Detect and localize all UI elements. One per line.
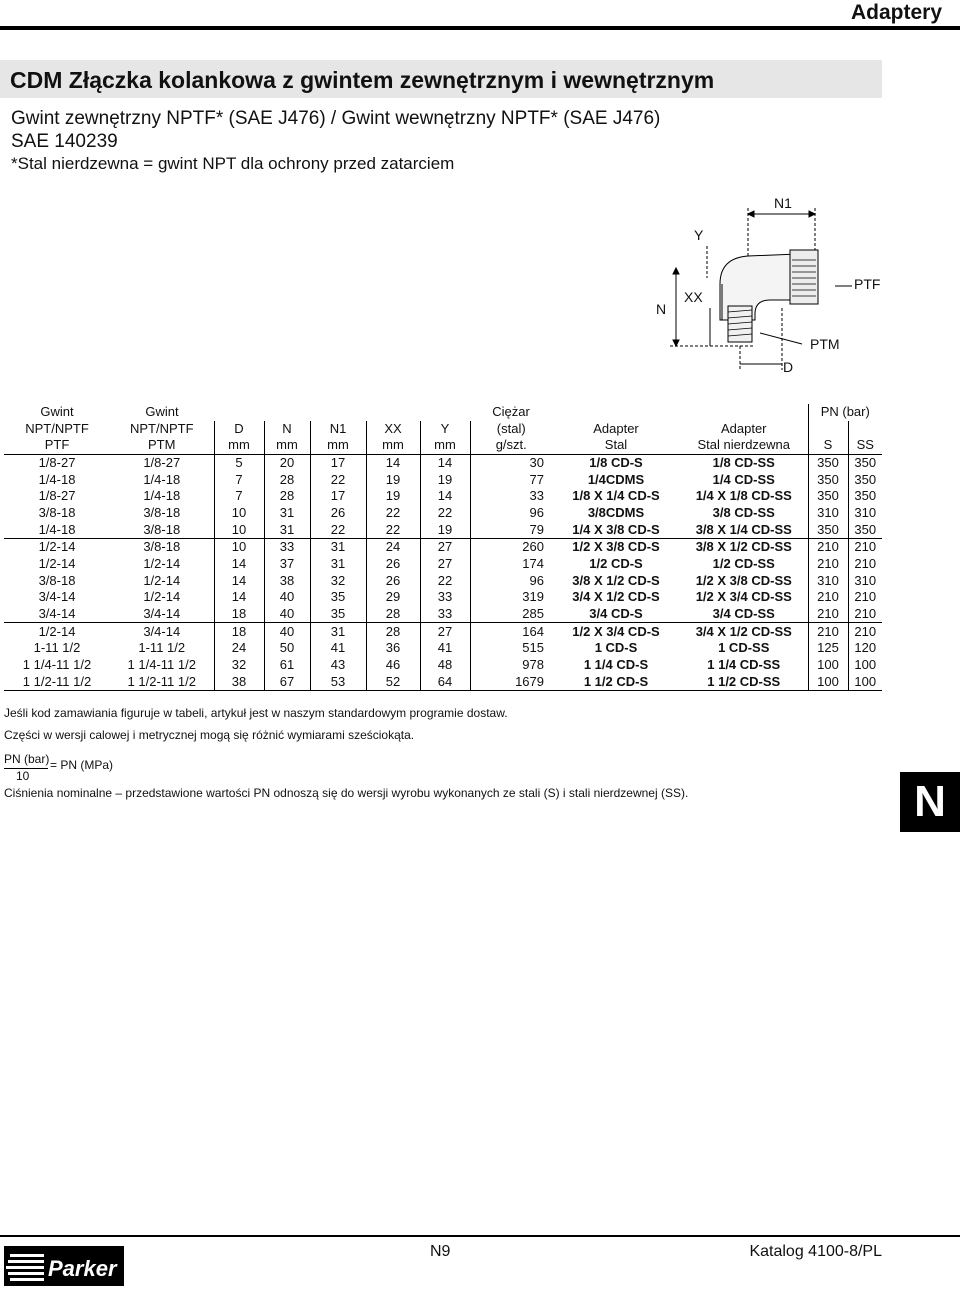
table-cell: 7 [214, 488, 264, 505]
header-s: S [808, 437, 848, 454]
table-cell: 3/8-18 [38, 572, 76, 588]
table-cell: 1/8-27 [143, 454, 181, 470]
table-cell: 100 [848, 673, 882, 690]
table-cell: 1 1/4-11 1/2 [22, 657, 92, 673]
table-cell: 35 [310, 589, 366, 606]
table-cell: 1 1/4 CD-S [583, 657, 649, 673]
table-cell: 28 [264, 488, 310, 505]
table-cell: 1/2 X 3/4 CD-S [552, 623, 680, 640]
page-number: N9 [430, 1243, 451, 1260]
bottom-rule [0, 1235, 960, 1237]
table-cell: 40 [264, 623, 310, 640]
table-cell: 210 [808, 589, 848, 606]
table-cell: 50 [264, 640, 310, 657]
table-row [4, 673, 882, 690]
stainless-note: *Stal nierdzewna = gwint NPT dla ochrony przed zatarciem [11, 154, 455, 173]
table-cell: 31 [264, 521, 310, 538]
conversion-numerator: PN (bar) [4, 752, 50, 766]
table-cell: 3/4-14 [38, 606, 76, 622]
table-cell: 1/2-14 [143, 589, 181, 605]
table-cell: 18 [214, 623, 264, 640]
label-ptm: PTM [810, 336, 840, 352]
table-cell: 1/8 CD-S [589, 454, 643, 470]
table-cell: 100 [848, 657, 882, 674]
table-cell: 210 [808, 538, 848, 555]
header-npt-1: NPT/NPTF [25, 420, 89, 436]
header-ptf: PTF [4, 437, 110, 454]
table-cell: 1/4 CD-SS [712, 471, 775, 487]
table-cell: 3/8-18 [143, 521, 181, 537]
header-npt-2: NPT/NPTF [129, 420, 194, 436]
header-mm-n1: mm [310, 437, 366, 454]
table-cell: 31 [264, 505, 310, 522]
table-cell: 1/4 X 1/8 CD-SS [695, 488, 792, 504]
table-cell: 3/8-18 [110, 538, 214, 555]
table-cell: 1/2 CD-S [589, 555, 643, 571]
table-cell: 350 [848, 521, 882, 538]
table-cell: 210 [808, 556, 848, 573]
table-cell: 46 [366, 657, 420, 674]
table-cell: 350 [848, 488, 882, 505]
table-cell: 22 [366, 521, 420, 538]
table-cell: 40 [264, 589, 310, 606]
table-cell: 28 [366, 623, 420, 640]
table-cell: 33 [420, 606, 470, 623]
table-cell: 37 [264, 556, 310, 573]
table-cell: 319 [470, 589, 552, 606]
table-cell: 33 [420, 589, 470, 606]
sae-code: SAE 140239 [11, 131, 118, 152]
table-cell: 22 [420, 572, 470, 589]
table-cell: 350 [808, 454, 848, 471]
table-cell: 24 [366, 538, 420, 555]
table-cell: 14 [214, 589, 264, 606]
table-cell: 27 [420, 623, 470, 640]
table-cell: 1 CD-S [594, 640, 638, 656]
table-cell: 1/2 X 3/8 CD-SS [695, 572, 792, 588]
header-ss: SS [848, 437, 882, 454]
table-cell: 3/4 CD-SS [712, 606, 775, 622]
table-cell: 3/4 CD-S [589, 606, 643, 622]
table-cell: 30 [470, 454, 552, 471]
table-cell: 3/4 X 1/2 CD-SS [680, 623, 808, 640]
table-cell: 1/2 CD-SS [712, 555, 775, 571]
table-cell: 1/2-14 [38, 555, 76, 571]
table-cell: 33 [264, 538, 310, 555]
table-cell: 1/2-14 [4, 623, 110, 640]
table-cell: 29 [366, 589, 420, 606]
table-cell: 38 [264, 572, 310, 589]
header-g-per-pc: g/szt. [470, 437, 552, 454]
table-cell: 1/4-18 [38, 521, 76, 537]
table-cell: 31 [310, 556, 366, 573]
label-n1: N1 [774, 195, 792, 211]
table-cell: 26 [366, 556, 420, 573]
table-cell: 33 [470, 488, 552, 505]
table-cell: 96 [470, 505, 552, 522]
page-title: CDM Złączka kolankowa z gwintem zewnętrznym i wewnętrznym [10, 67, 715, 93]
table-cell: 14 [366, 454, 420, 471]
table-cell: 10 [214, 538, 264, 555]
table-cell: 1/4-18 [38, 471, 76, 487]
table-cell: 48 [420, 657, 470, 674]
header-mm-xx: mm [366, 437, 420, 454]
table-cell: 1/2 X 3/4 CD-SS [695, 589, 792, 605]
pressure-note: Ciśnienia nominalne – przedstawione wartości PN odnoszą się do wersji wyrobu wykonanych ze stali (S) i stali nierdzewnej (SS). [4, 786, 689, 800]
table-cell: 3/8 X 1/2 CD-SS [680, 538, 808, 555]
table-cell: 350 [808, 488, 848, 505]
table-cell: 100 [808, 673, 848, 690]
table-cell: 14 [420, 454, 470, 471]
label-d: D [783, 359, 794, 375]
table-cell: 210 [848, 538, 882, 555]
table-row [4, 454, 882, 471]
header-gwint-2: Gwint [145, 404, 179, 419]
table-cell: 14 [214, 572, 264, 589]
table-cell: 1 CD-SS [718, 640, 770, 656]
table-cell: 120 [848, 640, 882, 657]
label-n: N [656, 301, 667, 317]
table-cell: 164 [470, 623, 552, 640]
table-cell: 32 [214, 657, 264, 674]
table-cell: 22 [310, 471, 366, 488]
conversion-result: = PN (MPa) [50, 758, 114, 772]
table-cell: 43 [310, 657, 366, 674]
header-pn: PN (bar) [808, 404, 882, 421]
table-cell: 1/4 X 3/8 CD-S [572, 521, 660, 537]
table-cell: 26 [366, 572, 420, 589]
header-mm-y: mm [420, 437, 470, 454]
table-cell: 38 [214, 673, 264, 690]
table-cell: 3/8CDMS [587, 504, 645, 520]
top-rule [0, 26, 960, 30]
table-cell: 17 [310, 454, 366, 471]
table-cell: 350 [848, 471, 882, 488]
table-row [4, 488, 882, 505]
table-cell: 310 [808, 505, 848, 522]
table-cell: 17 [310, 488, 366, 505]
table-cell: 77 [470, 471, 552, 488]
table-cell: 19 [366, 488, 420, 505]
table-cell: 350 [808, 471, 848, 488]
table-cell: 210 [848, 556, 882, 573]
header-n1: N1 [310, 421, 366, 438]
table-cell: 3/4 X 1/2 CD-S [572, 589, 660, 605]
section-tab: N [900, 772, 960, 832]
table-cell: 3/8 X 1/4 CD-SS [695, 521, 792, 537]
table-cell: 1 1/2-11 1/2 [4, 673, 110, 690]
header-y: Y [420, 421, 470, 438]
header-mm-d: mm [214, 437, 264, 454]
table-cell: 27 [420, 538, 470, 555]
table-cell: 1/4-18 [143, 488, 181, 504]
table-cell: 10 [214, 521, 264, 538]
table-cell: 3/8 X 1/2 CD-S [572, 572, 660, 588]
table-cell: 20 [264, 454, 310, 471]
table-cell: 1-11 1/2 [33, 640, 81, 656]
table-row [4, 640, 882, 657]
table-cell: 22 [366, 505, 420, 522]
table-cell: 28 [366, 606, 420, 623]
header-mm-n: mm [264, 437, 310, 454]
header-n: N [264, 421, 310, 438]
catalog-id: Katalog 4100-8/PL [749, 1243, 882, 1260]
table-cell: 24 [214, 640, 264, 657]
conversion-denominator: 10 [16, 769, 30, 783]
table-cell: 36 [366, 640, 420, 657]
label-ptf: PTF [854, 276, 881, 292]
table-row [4, 623, 882, 640]
label-y: Y [694, 227, 704, 243]
table-cell: 210 [848, 623, 882, 640]
table-cell: 5 [214, 454, 264, 471]
table-cell: 100 [808, 657, 848, 674]
dimensions-table [4, 404, 882, 691]
table-cell: 19 [420, 521, 470, 538]
header-adapter-steel: Adapter [593, 420, 639, 436]
table-cell: 1/2 X 3/8 CD-S [552, 538, 680, 555]
table-cell: 3/8-18 [143, 504, 181, 520]
table-cell: 1/4CDMS [587, 471, 645, 487]
header-d: D [214, 421, 264, 438]
table-row [4, 556, 882, 573]
elbow-fitting-drawing [640, 188, 890, 388]
table-cell: 1/4-18 [143, 471, 181, 487]
table-cell: 1-11 1/2 [138, 640, 186, 656]
table-cell: 67 [264, 673, 310, 690]
table-cell: 10 [214, 505, 264, 522]
table-cell: 61 [264, 657, 310, 674]
table-cell: 40 [264, 606, 310, 623]
table-cell: 210 [848, 606, 882, 623]
table-cell: 350 [808, 521, 848, 538]
table-cell: 22 [420, 505, 470, 522]
table-cell: 3/4-14 [38, 589, 76, 605]
hex-note: Części w wersji calowej i metrycznej mogą się różnić wymiarami sześciokąta. [4, 728, 415, 742]
table-cell: 1 1/4-11 1/2 [127, 657, 196, 673]
table-cell: 14 [214, 556, 264, 573]
table-cell: 31 [310, 538, 366, 555]
table-cell: 96 [470, 572, 552, 589]
table-cell: 26 [310, 505, 366, 522]
table-cell: 3/8-18 [38, 504, 76, 520]
table-cell: 1/8 X 1/4 CD-S [572, 488, 660, 504]
brand-name: Parker [48, 1256, 117, 1281]
header-stal-nierdzewna: Stal nierdzewna [680, 437, 808, 454]
header-weight: Ciężar [492, 404, 530, 419]
table-cell: 1/2-14 [4, 538, 110, 555]
table-cell: 350 [848, 454, 882, 471]
order-note: Jeśli kod zamawiania figuruje w tabeli, artykuł jest w naszym standardowym programie dostaw. [4, 706, 508, 720]
header-steel: (stal) [470, 421, 552, 438]
table-cell: 1/8-27 [38, 454, 76, 470]
table-cell: 1679 [470, 673, 552, 690]
table-cell: 210 [808, 623, 848, 640]
table-cell: 1 1/2-11 1/2 [110, 673, 214, 690]
table-cell: 310 [808, 572, 848, 589]
table-cell: 52 [366, 673, 420, 690]
table-row [4, 505, 882, 522]
table-cell: 27 [420, 556, 470, 573]
table-cell: 14 [420, 488, 470, 505]
table-cell: 210 [848, 589, 882, 606]
table-cell: 1/8-27 [38, 488, 76, 504]
table-cell: 1/2-14 [143, 572, 181, 588]
header-gwint-1: Gwint [40, 404, 74, 419]
parker-logo-icon [4, 1246, 124, 1286]
header-adapter-stainless: Adapter [720, 420, 767, 436]
table-cell: 53 [310, 673, 366, 690]
table-cell: 41 [310, 640, 366, 657]
table-cell: 174 [470, 556, 552, 573]
table-row [4, 538, 882, 555]
section-title: Adaptery [850, 1, 942, 24]
table-cell: 1/8 CD-SS [712, 454, 775, 470]
table-cell: 978 [470, 657, 552, 674]
table-cell: 3/8 CD-SS [712, 504, 775, 520]
thread-spec: Gwint zewnętrzny NPTF* (SAE J476) / Gwint wewnętrzny NPTF* (SAE J476) [11, 108, 661, 129]
table-cell: 210 [808, 606, 848, 623]
header-ptm: PTM [110, 437, 214, 454]
table-row [4, 606, 882, 623]
table-row [4, 471, 882, 488]
table-row [4, 572, 882, 589]
label-xx: XX [684, 289, 703, 305]
table-row [4, 589, 882, 606]
table-cell: 19 [366, 471, 420, 488]
table-row [4, 657, 882, 674]
table-cell: 64 [420, 673, 470, 690]
table-cell: 260 [470, 538, 552, 555]
table-cell: 19 [420, 471, 470, 488]
table-cell: 125 [808, 640, 848, 657]
table-cell: 28 [264, 471, 310, 488]
table-cell: 22 [310, 521, 366, 538]
table-cell: 18 [214, 606, 264, 623]
table-cell: 310 [848, 505, 882, 522]
table-cell: 310 [848, 572, 882, 589]
table-cell: 3/4-14 [143, 606, 181, 622]
table-row [4, 521, 882, 538]
table-cell: 1 1/4 CD-SS [707, 657, 781, 673]
table-cell: 32 [310, 572, 366, 589]
table-cell: 515 [470, 640, 552, 657]
header-stal: Stal [552, 437, 680, 454]
table-cell: 3/4-14 [110, 623, 214, 640]
table-cell: 41 [420, 640, 470, 657]
table-cell: 7 [214, 471, 264, 488]
table-cell: 31 [310, 623, 366, 640]
header-xx: XX [366, 421, 420, 438]
table-cell: 1 1/2 CD-S [552, 673, 680, 690]
table-cell: 1/2-14 [143, 555, 181, 571]
table-cell: 35 [310, 606, 366, 623]
table-cell: 285 [470, 606, 552, 623]
table-cell: 1 1/2 CD-SS [680, 673, 808, 690]
table-cell: 79 [470, 521, 552, 538]
